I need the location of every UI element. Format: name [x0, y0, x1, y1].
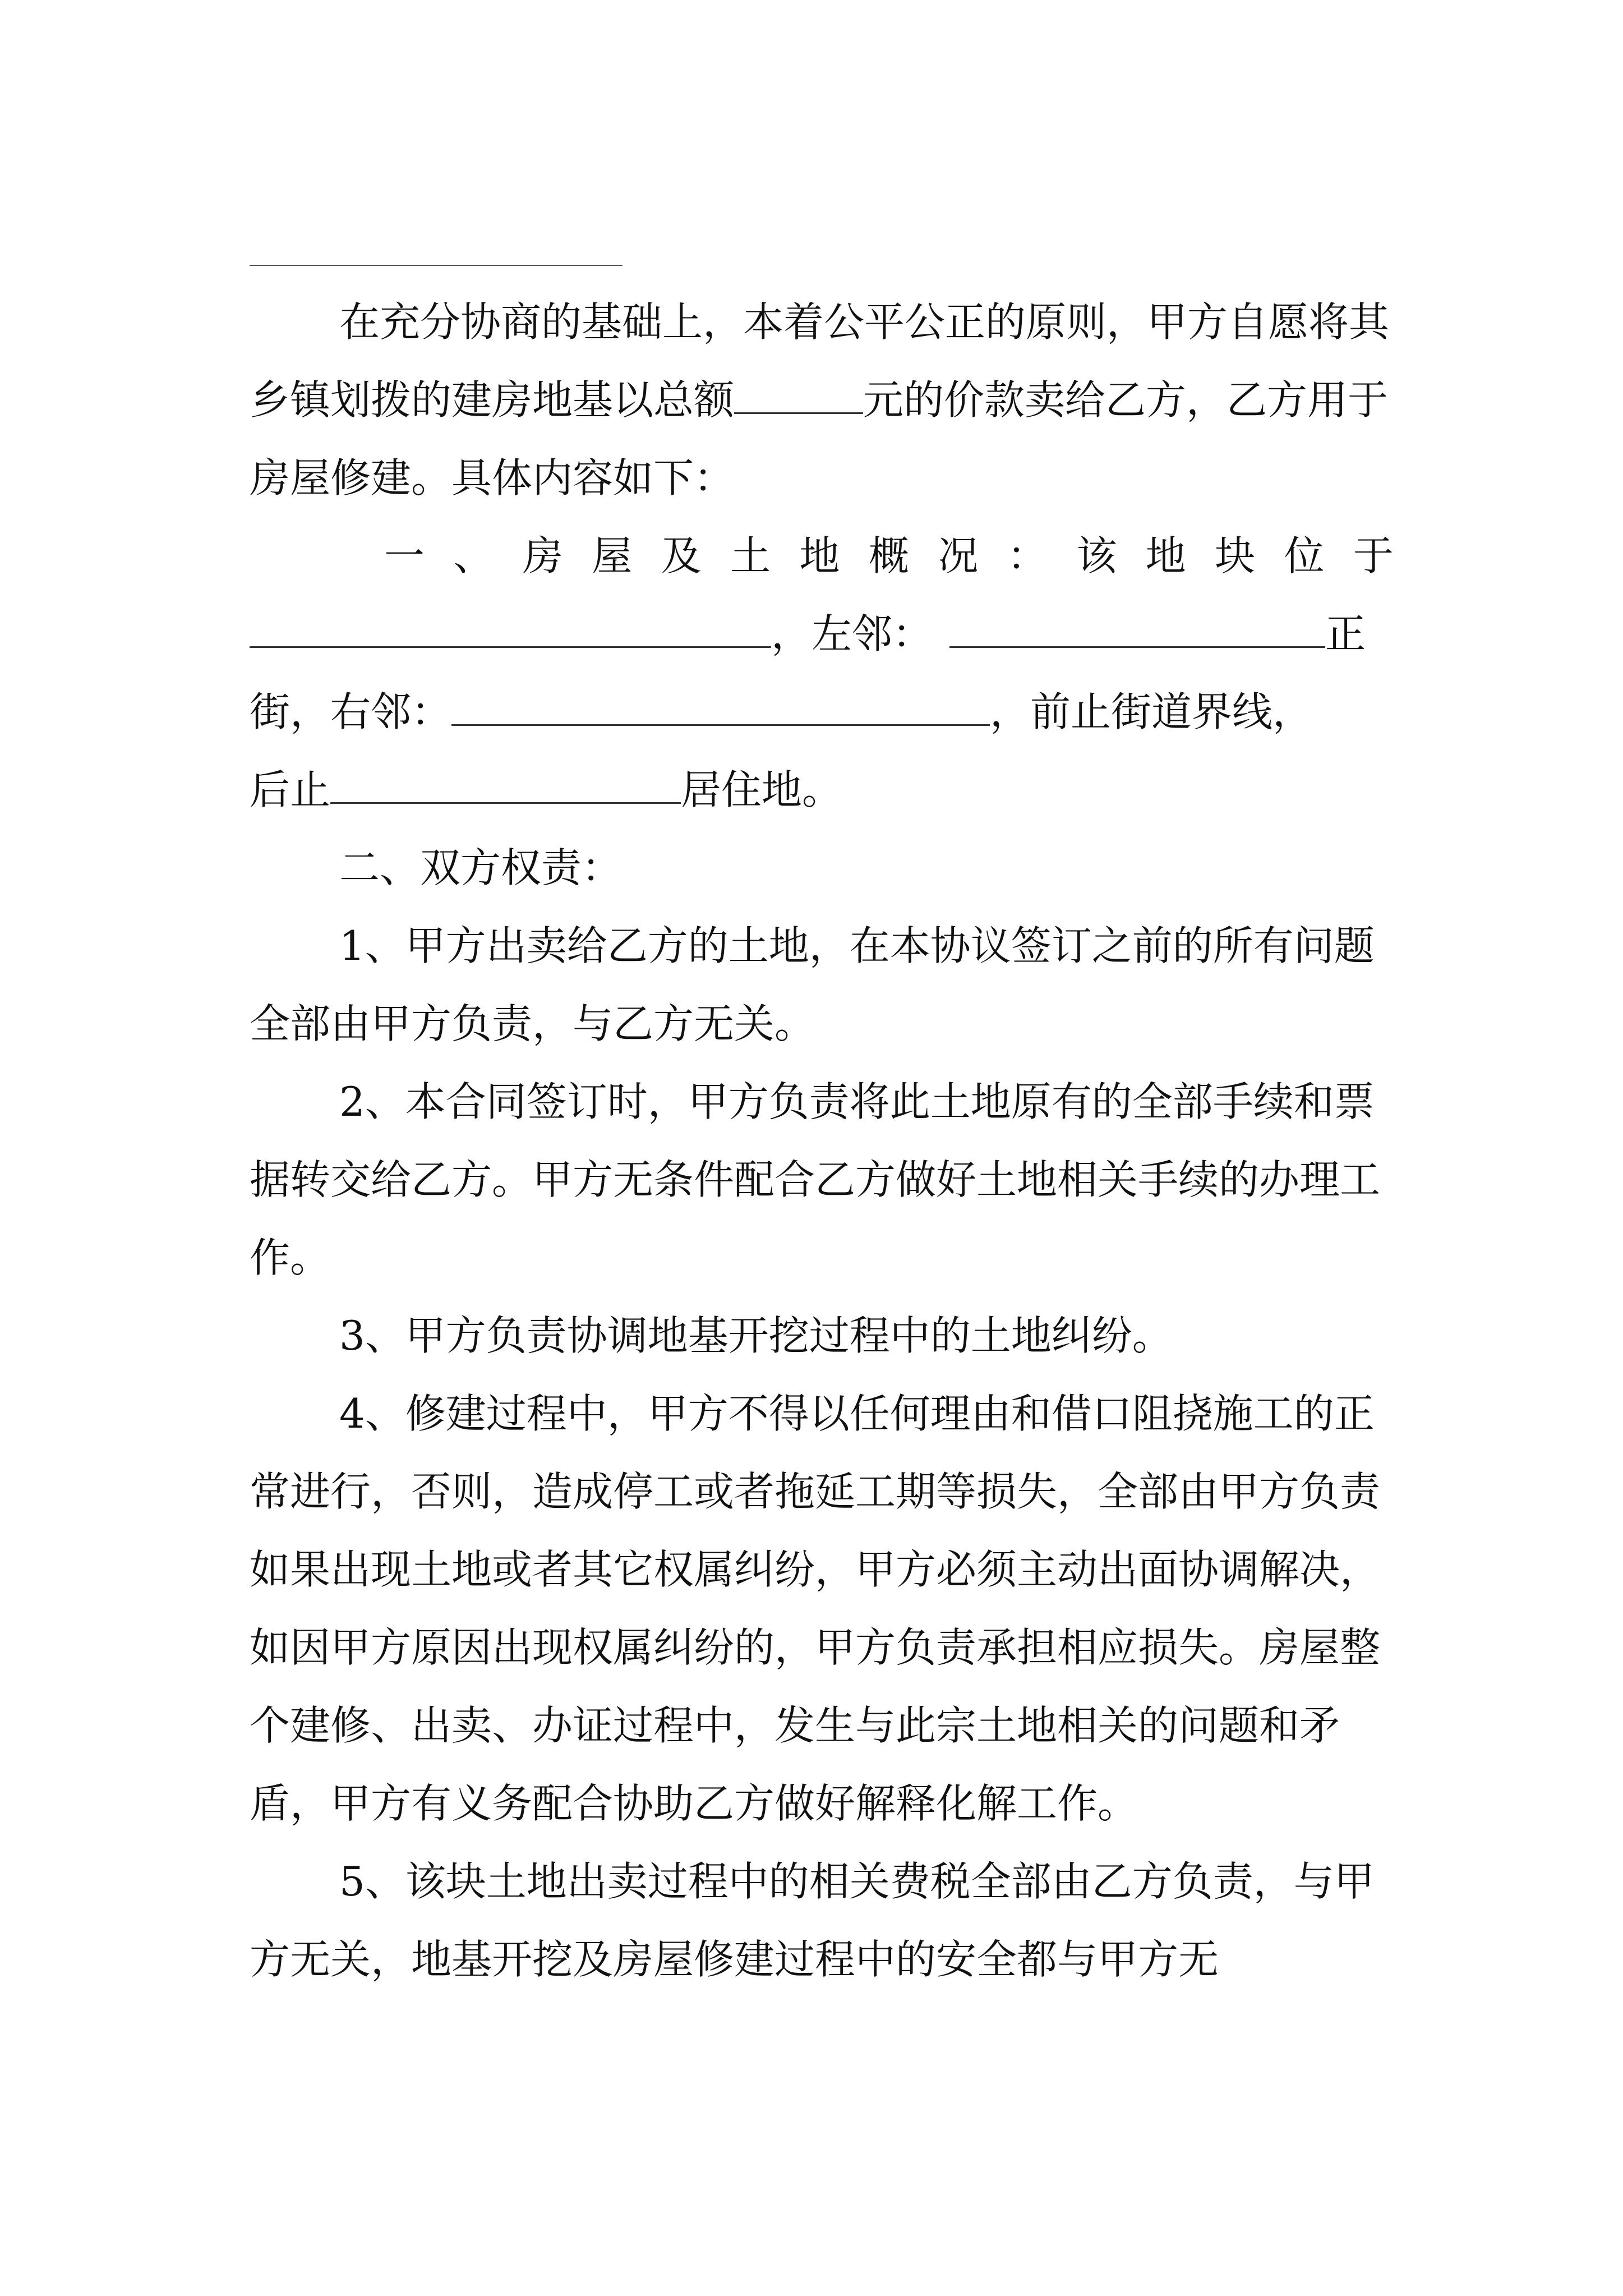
back-boundary-label: 后止: [250, 766, 331, 813]
section1-heading-char: 概: [868, 532, 909, 579]
left-neighbor-blank: [949, 613, 1325, 648]
clause-1: 1、甲方出卖给乙方的土地，在本协议签订之前的所有问题全部由甲方负责，与乙方无关。: [250, 922, 1375, 1047]
section1-heading-char: 土: [730, 532, 771, 579]
document-body: [250, 283, 1394, 1999]
section1-right-line: [250, 673, 1394, 751]
section1-heading-char: ：: [1007, 532, 1048, 579]
amount-blank: [734, 379, 863, 414]
section1-heading-char: 位: [1284, 532, 1325, 579]
section1-heading-char: 一: [384, 532, 425, 579]
clause-5: 5、该块土地出卖过程中的相关费税全部由乙方负责，与甲方无关，地基开挖及房屋修建过程中的安全都与甲方无: [250, 1858, 1375, 1983]
intro-paragraph: [250, 283, 1394, 517]
clause-2: 2、本合同签订时，甲方负责将此土地原有的全部手续和票据转交给乙方。甲方无条件配合乙方做好土地相关手续的办理工作。: [250, 1078, 1381, 1281]
clause-3: 3、甲方负责协调地基开挖过程中的土地纠纷。: [339, 1312, 1173, 1359]
section1-heading-char: 屋: [592, 532, 633, 579]
intro-text-part1: 在充分协商的基础上，本着公平公正的原则，甲方自愿将其乡镇划拨的建房地基以总额: [250, 298, 1390, 424]
right-neighbor-blank: [451, 691, 990, 726]
section1-heading-char: 块: [1215, 532, 1256, 579]
location-blank: [250, 613, 771, 648]
section1-heading-char: 况: [938, 532, 979, 579]
left-neighbor-label: ，左邻：: [771, 610, 933, 657]
section2-title: 二、双方权责：: [339, 844, 623, 891]
back-boundary-blank: [330, 769, 681, 804]
section1-back-line: [250, 751, 1394, 829]
section1-heading: [250, 517, 1394, 595]
header-rule: [250, 265, 623, 266]
section1-heading-char: 地: [799, 532, 840, 579]
section1-location-line: [250, 595, 1394, 673]
section1-heading-char: 房: [522, 532, 563, 579]
section1-heading-char: 、: [453, 532, 494, 579]
clause-4: 4、修建过程中，甲方不得以任何理由和借口阻挠施工的正常进行，否则，造成停工或者拖延工期等损失，全部由甲方负责如果出现土地或者其它权属纠纷，甲方必须主动出面协调解决，如因甲方原因出现权属纠纷的，甲方负责承担相应损失。房屋整个建修、出卖、办证过程中，发生与此宗土地相关的问题和矛盾，甲方有义务配合协助乙方做好解释化解工作。: [250, 1390, 1381, 1827]
section1-heading-char: 于: [1353, 532, 1394, 579]
section1-heading-char: 及: [661, 532, 702, 579]
left-neighbor-suffix: 正: [1325, 610, 1366, 657]
right-neighbor-label: 街，右邻：: [250, 688, 452, 735]
section1-heading-char: 地: [1145, 532, 1186, 579]
right-neighbor-suffix: ，前止街道界线，: [990, 688, 1313, 735]
section1-heading-char: 该: [1076, 532, 1117, 579]
back-boundary-suffix: 居住地。: [681, 766, 843, 813]
intro-text-part2: 元的价款卖给乙方，乙方用于房屋修建。具体内容如下：: [250, 376, 1389, 501]
